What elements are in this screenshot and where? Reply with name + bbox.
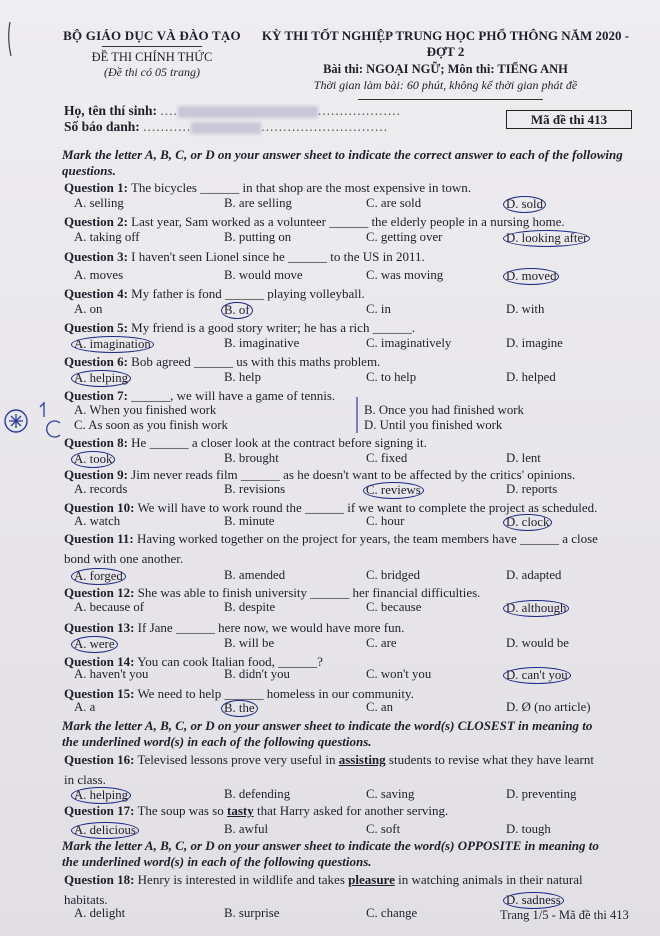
option-d-circled[interactable]: D. sadness [503, 892, 564, 909]
option-b[interactable]: B. are selling [224, 196, 292, 210]
options-q12 [74, 600, 634, 615]
question-8: Question 8: He ______ a closer look at the contract before signing it. [64, 435, 427, 450]
question-4: Question 4: My father is fond ______ playing volleyball. [64, 286, 365, 301]
question-7: Question 7: ______, we will have a game of tennis. [64, 388, 336, 403]
options-q3 [74, 268, 634, 283]
option-b-circled[interactable]: B. of [221, 302, 253, 319]
option-a[interactable]: A. taking off [74, 230, 140, 244]
question-15: Question 15: We need to help ______ homeless in our community. [64, 686, 414, 701]
options-q8 [74, 451, 634, 466]
option-c[interactable]: C. was moving [366, 268, 444, 282]
options-q4 [74, 302, 634, 317]
option-b[interactable]: B. despite [224, 600, 276, 614]
options-q15 [74, 700, 634, 715]
option-d[interactable]: D. helped [506, 370, 556, 384]
question-11: Question 11: Having worked together on the project for years, the team members have ______ a close [64, 531, 598, 546]
page-footer: Trang 1/5 - Mã đề thi 413 [500, 908, 629, 922]
header-right [248, 28, 643, 100]
option-d[interactable]: D. adapted [506, 568, 562, 582]
underlined-word: pleasure [348, 872, 395, 887]
option-a-circled[interactable]: A. delicious [71, 822, 139, 839]
option-a[interactable]: A. because of [74, 600, 144, 614]
option-b[interactable]: B. amended [224, 568, 286, 582]
option-c[interactable]: C. to help [366, 370, 417, 384]
option-a[interactable]: A. watch [74, 514, 121, 528]
option-c[interactable]: C. soft [366, 822, 401, 836]
option-d-circled[interactable]: D. sold [503, 196, 546, 213]
question-17: Question 17: The soup was so tasty that Harry asked for another serving. [64, 803, 449, 818]
option-a[interactable]: A. on [74, 302, 103, 316]
question-2: Question 2: Last year, Sam worked as a volunteer ______ the elderly people in a nursing home. [64, 214, 565, 229]
handwritten-bracket-icon [353, 395, 361, 435]
option-a-circled[interactable]: A. helping [71, 787, 131, 804]
option-a[interactable]: A. moves [74, 268, 124, 282]
instruction-2: Mark the letter A, B, C, or D on your answer sheet to indicate the word(s) CLOSEST in meaning to the underlined word(s) in each of the following questions. [62, 718, 593, 749]
ministry-name: BỘ GIÁO DỤC VÀ ĐÀO TẠO [63, 28, 241, 43]
option-d[interactable]: D. would be [506, 636, 569, 650]
redacted-id [191, 122, 261, 134]
option-d[interactable]: D. Until you finished work [364, 418, 503, 432]
option-d-circled[interactable]: D. can't you [503, 667, 571, 684]
options-q1 [74, 196, 634, 211]
pages-note: (Đề thi có 05 trang) [104, 65, 200, 79]
divider [358, 99, 543, 100]
option-b[interactable]: B. brought [224, 451, 279, 465]
question-18: Question 18: Henry is interested in wildlife and takes pleasure in watching animals in their natural [64, 872, 583, 887]
question-11-cont: bond with one another. [64, 551, 184, 566]
option-d[interactable]: D. tough [506, 822, 551, 836]
option-b[interactable]: B. didn't you [224, 667, 290, 681]
subject-line: Bài thi: NGOẠI NGỮ; Môn thi: TIẾNG ANH [323, 62, 568, 76]
options-q14 [74, 667, 634, 682]
option-d-circled[interactable]: D. looking after [503, 230, 590, 247]
option-c[interactable]: C. hour [366, 514, 405, 528]
option-b[interactable]: B. defending [224, 787, 291, 801]
option-b[interactable]: B. would move [224, 268, 303, 282]
option-b[interactable]: B. minute [224, 514, 275, 528]
option-b[interactable]: B. Once you had finished work [364, 403, 524, 417]
option-d[interactable]: D. imagine [506, 336, 563, 350]
exam-title: KỲ THI TỐT NGHIỆP TRUNG HỌC PHỔ THÔNG NĂM 2020 - ĐỢT 2 [261, 28, 630, 59]
option-b[interactable]: B. imaginative [224, 336, 300, 350]
option-c[interactable]: C. because [366, 600, 422, 614]
question-16: Question 16: Televised lessons prove very useful in assisting students to revise what they have learnt [64, 752, 594, 767]
option-a-circled[interactable]: A. forged [71, 568, 126, 585]
option-c[interactable]: C. are [366, 636, 397, 650]
option-c[interactable]: C. won't you [366, 667, 432, 681]
option-a[interactable]: A. delight [74, 906, 126, 920]
options-q17 [74, 822, 634, 837]
options-q5 [74, 336, 634, 351]
option-d-circled[interactable]: D. clock [503, 514, 552, 531]
option-a[interactable]: A. records [74, 482, 128, 496]
options-q9 [74, 482, 634, 497]
option-a[interactable]: A. a [74, 700, 96, 714]
question-12: Question 12: She was able to finish university ______ her financial difficulties. [64, 585, 481, 600]
option-a-circled[interactable]: A. imagination [71, 336, 154, 353]
redacted-name [178, 106, 318, 118]
question-1: Question 1: The bicycles ______ in that shop are the most expensive in town. [64, 180, 472, 195]
options-q16 [74, 787, 634, 802]
option-c[interactable]: C. bridged [366, 568, 421, 582]
question-9: Question 9: Jim never reads film ______ as he doesn't want to be affected by the critics' opinions. [64, 467, 576, 482]
name-label: Họ, tên thí sinh: [64, 103, 158, 118]
option-a[interactable]: A. selling [74, 196, 124, 210]
id-label: Số báo danh: [64, 119, 140, 134]
option-b[interactable]: B. surprise [224, 906, 280, 920]
question-18-cont: habitats. [64, 892, 108, 907]
official-label: ĐỀ THI CHÍNH THỨC [91, 50, 213, 64]
option-c[interactable]: C. fixed [366, 451, 408, 465]
option-c[interactable]: C. change [366, 906, 418, 920]
option-c[interactable]: C. getting over [366, 230, 443, 244]
margin-pen-mark-icon [3, 20, 17, 60]
option-b[interactable]: B. revisions [224, 482, 286, 496]
question-13: Question 13: If Jane ______ here now, we would have more fun. [64, 620, 405, 635]
option-b-circled[interactable]: B. the [221, 700, 258, 717]
option-d-circled[interactable]: D. although [503, 600, 569, 617]
option-c[interactable]: C. are sold [366, 196, 422, 210]
option-c-circled[interactable]: C. reviews [363, 482, 424, 499]
question-6: Question 6: Bob agreed ______ us with this maths problem. [64, 354, 381, 369]
option-c[interactable]: C. an [366, 700, 394, 714]
question-5: Question 5: My friend is a good story writer; he has a rich ______. [64, 320, 415, 335]
option-a[interactable]: A. haven't you [74, 667, 149, 681]
option-d[interactable]: D. with [506, 302, 545, 316]
option-a-circled[interactable]: A. took [71, 451, 115, 468]
option-d[interactable]: D. lent [506, 451, 541, 465]
option-c[interactable]: C. imaginatively [366, 336, 452, 350]
option-c[interactable]: C. saving [366, 787, 415, 801]
divider [102, 46, 202, 47]
question-3: Question 3: I haven't seen Lionel since he ______ to the US in 2011. [64, 249, 425, 264]
question-10: Question 10: We will have to work round the ______ if we want to complete the project as scheduled. [64, 500, 598, 515]
options-q6 [74, 370, 634, 385]
option-c-marked[interactable]: C. As soon as you finish work [74, 418, 228, 432]
time-note: Thời gian làm bài: 60 phút, không kể thời gian phát đề [313, 78, 578, 92]
option-b[interactable]: B. awful [224, 822, 269, 836]
question-14: Question 14: You can cook Italian food, ______? [64, 654, 323, 669]
option-a[interactable]: A. When you finished work [74, 403, 217, 417]
options-q13 [74, 636, 634, 651]
options-q11 [74, 568, 634, 583]
option-b[interactable]: B. will be [224, 636, 275, 650]
option-b[interactable]: B. putting on [224, 230, 292, 244]
exam-code-box: Mã đề thi 413 [506, 110, 632, 129]
underlined-word: assisting [338, 752, 386, 767]
options-q2 [74, 230, 634, 245]
options-q10 [74, 514, 634, 529]
option-b[interactable]: B. help [224, 370, 261, 384]
instruction-3: Mark the letter A, B, C, or D on your answer sheet to indicate the word(s) OPPOSITE in meaning to the underlined word(s) in each of the following questions. [62, 838, 599, 869]
option-d[interactable]: D. preventing [506, 787, 577, 801]
option-d[interactable]: D. reports [506, 482, 558, 496]
underlined-word: tasty [226, 803, 254, 818]
option-d[interactable]: D. Ø (no article) [506, 700, 591, 714]
option-a-circled[interactable]: A. were [71, 636, 118, 653]
option-c[interactable]: C. in [366, 302, 391, 316]
option-d-circled[interactable]: D. moved [503, 268, 559, 285]
question-16-cont: in class. [64, 772, 106, 787]
candidate-info: Họ, tên thí sinh: .... ................... Số báo danh: ........... ............................. [64, 103, 402, 134]
header-left [62, 28, 242, 80]
option-a-circled[interactable]: A. helping [71, 370, 131, 387]
instruction-1: Mark the letter A, B, C, or D on your answer sheet to indicate the correct answer to each of the following questions. [62, 147, 623, 178]
handwritten-star-mark-icon [0, 395, 70, 445]
